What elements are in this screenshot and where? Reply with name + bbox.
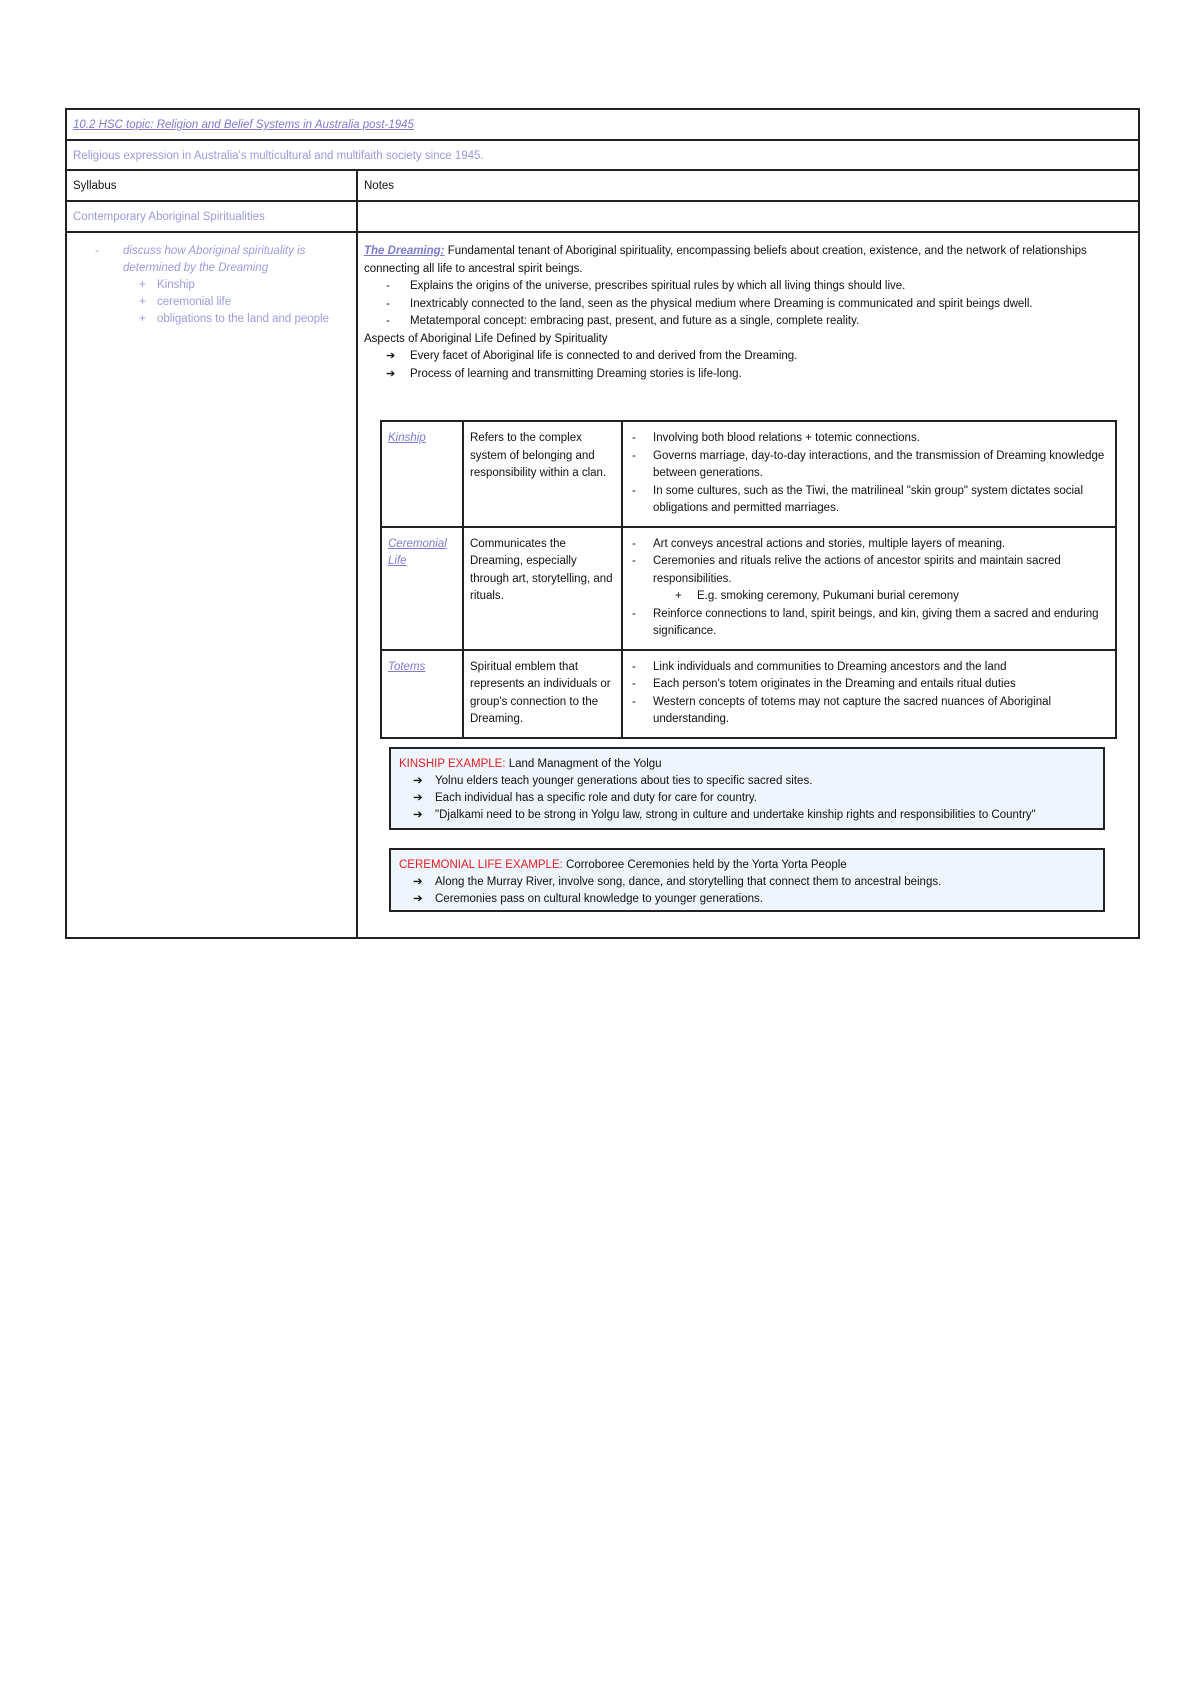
list-item: - In some cultures, such as the Tiwi, the matrilineal "skin group" system dictates social obligations and permitted marriages. xyxy=(629,483,1109,518)
aspects-points xyxy=(364,348,1134,383)
list-item: ➔ "Djalkami need to be strong in Yolgu law, strong in culture and undertake kinship rights and responsibilities to Country" xyxy=(399,807,1095,824)
example-title: Land Managment of the Yolgu xyxy=(508,758,662,770)
column-header-row xyxy=(67,171,1138,202)
dreaming-points xyxy=(364,278,1134,331)
points-cell xyxy=(622,421,1116,527)
list-item: ➔ Each individual has a specific role and duty for care for country. xyxy=(399,790,1095,807)
kinship-example-box xyxy=(389,747,1105,830)
term-ceremonial-life[interactable]: Ceremonial Life xyxy=(381,527,463,650)
ceremonial-example-box xyxy=(389,848,1105,912)
notes-column xyxy=(364,243,1134,383)
term-totems[interactable]: Totems xyxy=(381,650,463,738)
list-item: ➔ Ceremonies pass on cultural knowledge to younger generations. xyxy=(399,891,1095,908)
syllabus-item: + obligations to the land and people xyxy=(95,311,335,328)
list-item: - Link individuals and communities to Dreaming ancestors and the land xyxy=(629,659,1109,677)
points-cell xyxy=(622,650,1116,738)
list-item: - Involving both blood relations + totemic connections. xyxy=(629,430,1109,448)
notes-header: Notes xyxy=(364,180,395,192)
list-item: - Reinforce connections to land, spirit beings, and kin, giving them a sacred and enduring significance. xyxy=(629,606,1109,641)
list-item: - Each person's totem originates in the Dreaming and entails ritual duties xyxy=(629,676,1109,694)
list-item: - Art conveys ancestral actions and stories, multiple layers of meaning. xyxy=(629,536,1109,554)
definition-cell: Communicates the Dreaming, especially through art, storytelling, and rituals. xyxy=(463,527,622,650)
example-label: KINSHIP EXAMPLE: xyxy=(399,758,506,770)
dreaming-definition: Fundamental tenant of Aboriginal spirituality, encompassing beliefs about creation, existence, and the network of relationships connecting all life to ancestral spirit beings. xyxy=(364,245,1087,275)
list-item: - Western concepts of totems may not capture the sacred nuances of Aboriginal understanding. xyxy=(629,694,1109,729)
example-label: CEREMONIAL LIFE EXAMPLE: xyxy=(399,859,563,871)
topic-title-link[interactable]: 10.2 HSC topic: Religion and Belief Systems in Australia post-1945 xyxy=(73,119,414,131)
list-item: ➔ Yolnu elders teach younger generations about ties to specific sacred sites. xyxy=(399,773,1095,790)
points-cell xyxy=(622,527,1116,650)
definition-cell: Spiritual emblem that represents an individuals or group's connection to the Dreaming. xyxy=(463,650,622,738)
table-row xyxy=(381,650,1116,738)
list-item: - Explains the origins of the universe, prescribes spiritual rules by which all living things should live. xyxy=(364,278,1134,296)
dreaming-term: The Dreaming: xyxy=(364,245,445,257)
column-divider xyxy=(356,171,358,937)
list-item: - Metatemporal concept: embracing past, present, and future as a single, complete reality. xyxy=(364,313,1134,331)
example-title: Corroboree Ceremonies held by the Yorta Yorta People xyxy=(566,859,847,871)
list-sub-item: + E.g. smoking ceremony, Pukumani burial ceremony xyxy=(629,588,1109,606)
list-item: - Governs marriage, day-to-day interactions, and the transmission of Dreaming knowledge between generations. xyxy=(629,448,1109,483)
example-heading xyxy=(399,857,1095,874)
topic-title-row xyxy=(67,110,1138,141)
dreaming-paragraph xyxy=(364,243,1134,278)
section-title: Contemporary Aboriginal Spiritualities xyxy=(67,202,1138,233)
syllabus-item: + Kinship xyxy=(95,277,335,294)
syllabus-item: + ceremonial life xyxy=(95,294,335,311)
subtitle-row: Religious expression in Australia's multicultural and multifaith society since 1945. xyxy=(67,141,1138,171)
syllabus-column xyxy=(95,243,335,328)
example-heading xyxy=(399,756,1095,773)
definition-cell: Refers to the complex system of belonging and responsibility within a clan. xyxy=(463,421,622,527)
table-row xyxy=(381,527,1116,650)
syllabus-lead: - discuss how Aboriginal spirituality is determined by the Dreaming xyxy=(95,243,335,277)
aspects-table xyxy=(380,420,1117,739)
list-item: ➔ Every facet of Aboriginal life is connected to and derived from the Dreaming. xyxy=(364,348,1134,366)
list-item: - Inextricably connected to the land, seen as the physical medium where Dreaming is communicated and spirit beings dwell. xyxy=(364,296,1134,314)
table-row xyxy=(381,421,1116,527)
syllabus-header: Syllabus xyxy=(73,180,117,192)
list-item: ➔ Process of learning and transmitting Dreaming stories is life-long. xyxy=(364,366,1134,384)
list-item: - Ceremonies and rituals relive the actions of ancestor spirits and maintain sacred responsibilities. xyxy=(629,553,1109,588)
list-item: ➔ Along the Murray River, involve song, dance, and storytelling that connect them to ancestral beings. xyxy=(399,874,1095,891)
aspects-heading: Aspects of Aboriginal Life Defined by Spirituality xyxy=(364,332,608,345)
term-kinship[interactable]: Kinship xyxy=(381,421,463,527)
